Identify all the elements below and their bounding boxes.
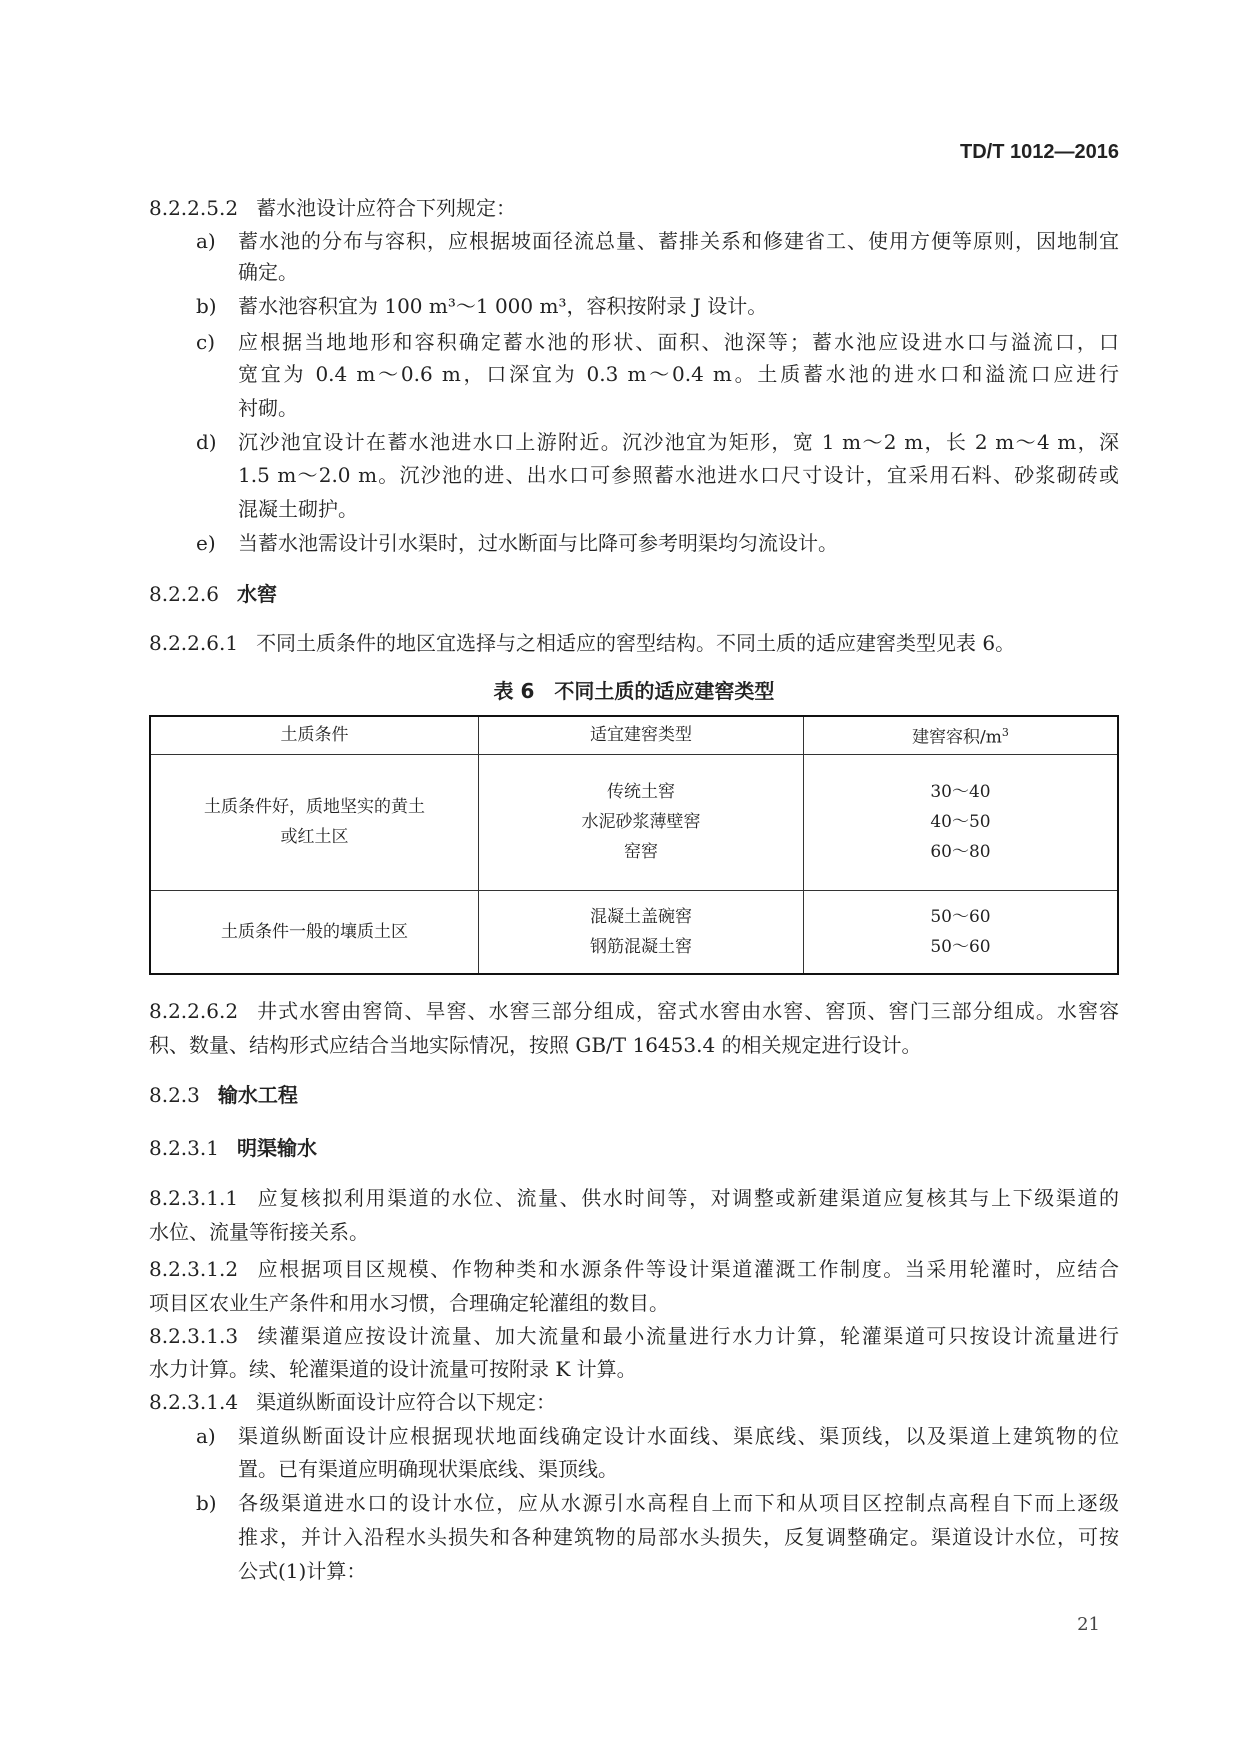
- clause-8-2-3-1-2: [149, 1256, 1119, 1282]
- volume-cell: [804, 890, 1119, 974]
- item-line: 混凝土砌护。: [238, 497, 358, 521]
- clause-number: 8.2.3.1.3: [149, 1324, 239, 1348]
- item-line: 渠道纵断面设计应根据现状地面线确定设计水面线、渠底线、渠顶线，以及渠道上建筑物的位: [238, 1424, 1119, 1448]
- cell-line: 混凝土盖碗窖: [590, 906, 692, 927]
- item-line: 蓄水池的分布与容积，应根据坡面径流总量、蓄排关系和修建省工、使用方便等原则，因地制宜: [238, 229, 1119, 253]
- clause-8-2-2-5-2: [149, 195, 516, 221]
- cell-line: 30～40: [930, 782, 991, 803]
- header-cell-text: 建窖容积/m: [912, 727, 1002, 748]
- superscript: 3: [1001, 726, 1009, 739]
- type-cell: [479, 890, 804, 974]
- cell-line: 水泥砂浆薄壁窖: [581, 812, 701, 833]
- heading-8-2-3-1: [149, 1135, 317, 1161]
- document-code: TD/T 1012—2016: [960, 141, 1119, 163]
- type-cell: [479, 754, 804, 890]
- clause-number: 8.2.3.1.1: [149, 1186, 239, 1210]
- item-line: 确定。: [238, 260, 298, 284]
- item-line: 应根据当地地形和容积确定蓄水池的形状、面积、池深等；蓄水池应设进水口与溢流口，口: [238, 330, 1119, 354]
- item-marker: e): [196, 531, 216, 555]
- table-caption: 表 6 不同土质的适应建窖类型: [493, 679, 775, 703]
- item-line: 置。已有渠道应明确现状渠底线、渠顶线。: [238, 1457, 618, 1481]
- cell-line: 60～80: [930, 842, 991, 863]
- clause-number: 8.2.2.5.2: [149, 196, 239, 220]
- clause-number: 8.2.3.1: [149, 1136, 219, 1160]
- clause-8-2-3-1-4: [149, 1389, 556, 1415]
- clause-line: 项目区农业生产条件和用水习惯，合理确定轮灌组的数目。: [149, 1291, 669, 1315]
- cell-line: 窑窖: [624, 842, 658, 863]
- heading-8-2-3: [149, 1082, 298, 1108]
- item-line: 宽宜为 0.4 m～0.6 m，口深宜为 0.3 m～0.4 m。土质蓄水池的进水口和溢流口应进行: [238, 362, 1119, 386]
- cell-line: 钢筋混凝土窖: [590, 936, 692, 957]
- item-line: 推求，并计入沿程水头损失和各种建筑物的局部水头损失，反复调整确定。渠道设计水位，可按: [238, 1525, 1119, 1549]
- clause-number: 8.2.2.6.2: [149, 999, 239, 1023]
- item-marker: c): [196, 330, 216, 354]
- clause-8-2-3-1-1: [149, 1185, 1119, 1211]
- heading-title: 水窖: [236, 582, 277, 606]
- clause-line: 井式水窖由窖筒、旱窖、水窖三部分组成，窑式水窖由水窖、窖顶、窖门三部分组成。水窖容: [256, 999, 1119, 1023]
- cell-line: 50～60: [930, 906, 991, 927]
- item-line: 各级渠道进水口的设计水位，应从水源引水高程自上而下和从项目区控制点高程自下而上逐级: [238, 1491, 1119, 1515]
- soil-cell: [150, 754, 479, 890]
- table-row: [150, 754, 1118, 890]
- item-line: 衬砌。: [238, 396, 298, 420]
- item-line: 公式(1)计算：: [238, 1559, 367, 1583]
- header-cell: 土质条件: [150, 716, 479, 754]
- clause-title: 蓄水池设计应符合下列规定：: [256, 196, 517, 220]
- item-line: 当蓄水池需设计引水渠时，过水断面与比降可参考明渠均匀流设计。: [238, 531, 838, 555]
- clause-line: 水力计算。续、轮灌渠道的设计流量可按附录 K 计算。: [149, 1357, 637, 1381]
- clause-number: 8.2.2.6.1: [149, 631, 239, 655]
- table-row: [150, 890, 1118, 974]
- page-number: 21: [1077, 1614, 1100, 1635]
- cell-line: 或红土区: [280, 827, 349, 848]
- cell-line: 40～50: [930, 812, 991, 833]
- header-cell: 适宜建窖类型: [479, 716, 804, 754]
- clause-line: 应根据项目区规模、作物种类和水源条件等设计渠道灌溉工作制度。当采用轮灌时，应结合: [256, 1257, 1119, 1281]
- item-line: 沉沙池宜设计在蓄水池进水口上游附近。沉沙池宜为矩形，宽 1 m～2 m，长 2 m～4 m，深: [238, 430, 1119, 454]
- item-marker: d): [196, 430, 217, 454]
- table-header-row: [150, 716, 1118, 754]
- clause-line: 水位、流量等衔接关系。: [149, 1220, 369, 1244]
- clause-number: 8.2.3: [149, 1083, 200, 1107]
- clause-line: 续灌渠道应按设计流量、加大流量和最小流量进行水力计算，轮灌渠道可只按设计流量进行: [256, 1324, 1119, 1348]
- heading-title: 输水工程: [217, 1083, 298, 1107]
- clause-8-2-2-6-2: [149, 998, 1119, 1024]
- clause-line: 积、数量、结构形式应结合当地实际情况，按照 GB/T 16453.4 的相关规定进行设计。: [149, 1033, 922, 1057]
- heading-8-2-2-6: [149, 581, 277, 607]
- heading-title: 明渠输水: [236, 1136, 317, 1160]
- item-line: 1.5 m～2.0 m。沉沙池的进、出水口可参照蓄水池进水口尺寸设计，宜采用石料、砂浆砌砖或: [238, 463, 1119, 487]
- soil-cell: [150, 890, 479, 974]
- item-marker: a): [196, 229, 216, 253]
- clause-number: 8.2.3.1.2: [149, 1257, 239, 1281]
- clause-line: 应复核拟利用渠道的水位、流量、供水时间等，对调整或新建渠道应复核其与上下级渠道的: [256, 1186, 1119, 1210]
- clause-8-2-3-1-3: [149, 1323, 1119, 1349]
- volume-cell: [804, 754, 1119, 890]
- cell-line: 土质条件一般的壤质土区: [221, 921, 408, 942]
- table-6: [149, 715, 1119, 975]
- item-line: 蓄水池容积宜为 100 m³～1 000 m³，容积按附录 J 设计。: [238, 294, 768, 318]
- item-marker: b): [196, 294, 217, 318]
- clause-number: 8.2.2.6: [149, 582, 219, 606]
- item-marker: b): [196, 1491, 217, 1515]
- clause-text: 不同土质条件的地区宜选择与之相适应的窖型结构。不同土质的适应建窖类型见表 6。: [256, 631, 1016, 655]
- cell-line: 土质条件好，质地坚实的黄土: [204, 797, 425, 818]
- cell-line: 传统土窖: [607, 782, 675, 803]
- cell-line: 50～60: [930, 936, 991, 957]
- clause-number: 8.2.3.1.4: [149, 1390, 239, 1414]
- clause-8-2-2-6-1: [149, 630, 1015, 656]
- clause-title: 渠道纵断面设计应符合以下规定：: [256, 1390, 557, 1414]
- header-cell: [804, 716, 1119, 754]
- item-marker: a): [196, 1424, 216, 1448]
